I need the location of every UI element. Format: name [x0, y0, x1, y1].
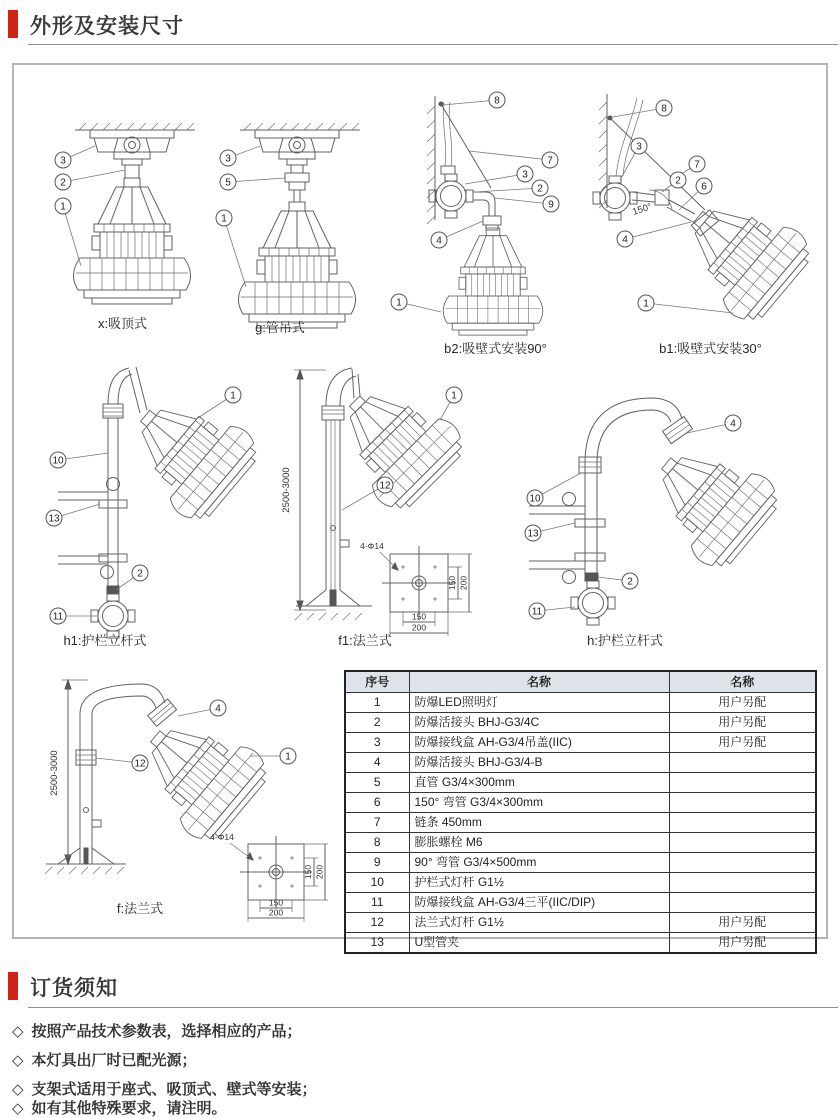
callout-13	[525, 523, 575, 541]
svg-text:150: 150	[447, 575, 457, 591]
flange-holes-label: 4-Φ14	[210, 832, 234, 842]
svg-text:200: 200	[458, 575, 469, 591]
callout-9	[495, 196, 559, 212]
svg-text:3: 3	[60, 155, 66, 167]
table-header-row	[345, 671, 816, 693]
callout-12	[96, 755, 148, 771]
svg-text:4: 4	[730, 418, 736, 430]
table-row: 1 防爆LED照明灯 用户另配	[345, 693, 816, 713]
callout-3	[220, 146, 260, 166]
height-dimension: 2500-3000	[49, 750, 60, 796]
table-row: 10 护栏式灯杆 G1½	[345, 873, 816, 893]
caption-flange-2: f:法兰式	[116, 901, 164, 916]
flange-holes-label: 4-Φ14	[360, 541, 384, 551]
svg-text:1: 1	[221, 213, 227, 225]
table-row: 13 U型管夹 用户另配	[345, 933, 816, 954]
callout-2	[475, 180, 548, 196]
svg-text:10: 10	[529, 493, 541, 505]
callout-2	[662, 172, 686, 192]
svg-text:1: 1	[451, 390, 457, 402]
order-note-item	[12, 1020, 302, 1041]
svg-text:8: 8	[661, 103, 667, 115]
drawing-wall-mount-30	[593, 88, 826, 354]
table-row: 7 链条 450mm	[345, 813, 816, 833]
callout-8	[443, 92, 505, 108]
svg-text:9: 9	[548, 199, 554, 211]
flange-detail	[360, 541, 472, 636]
caption-guardrail-2: h:护栏立杆式	[587, 633, 663, 648]
table-row: 12 法兰式灯杆 G1½ 用户另配	[345, 913, 816, 933]
svg-text:11: 11	[52, 611, 64, 623]
section-accent-bar	[8, 10, 18, 38]
diamond-bullet-icon: ◇	[12, 1023, 24, 1040]
caption-wall-mount-30: b1:吸壁式安装30°	[659, 341, 762, 356]
callout-1	[55, 198, 81, 266]
caption-pipe-pendant: g:管吊式	[255, 320, 305, 335]
callout-1	[216, 210, 246, 287]
table-row: 4 防爆活接头 BHJ-G3/4-B	[345, 753, 816, 773]
svg-text:150: 150	[303, 864, 313, 880]
svg-text:6: 6	[701, 181, 707, 193]
note-text: 如有其他特殊要求，请注明。	[31, 1100, 227, 1117]
svg-text:2: 2	[137, 568, 143, 580]
svg-text:7: 7	[547, 155, 553, 167]
svg-text:2: 2	[60, 177, 66, 189]
diamond-bullet-icon: ◇	[12, 1052, 24, 1069]
angle-label: 150°	[631, 201, 654, 218]
diamond-bullet-icon: ◇	[12, 1100, 24, 1117]
svg-text:200: 200	[314, 864, 325, 880]
table-row: 2 防爆活接头 BHJ-G3/4C 用户另配	[345, 713, 816, 733]
callout-3	[465, 166, 533, 184]
section-divider	[28, 1007, 838, 1008]
svg-text:8: 8	[494, 95, 500, 107]
table-row: 6 150° 弯管 G3/4×300mm	[345, 793, 816, 813]
svg-text:200: 200	[268, 907, 284, 918]
callout-1	[198, 387, 241, 418]
section-accent-bar	[8, 972, 18, 1000]
callout-4	[617, 221, 695, 247]
table-row: 9 90° 弯管 G3/4×500mm	[345, 853, 816, 873]
svg-text:5: 5	[225, 177, 231, 189]
svg-text:12: 12	[379, 480, 391, 492]
svg-text:1: 1	[396, 297, 402, 309]
svg-text:4: 4	[215, 703, 221, 715]
section-divider	[28, 44, 838, 45]
callout-10	[527, 473, 581, 506]
svg-text:150: 150	[411, 611, 427, 622]
callout-5	[220, 174, 285, 190]
note-text: 按照产品技术参数表，选择相应的产品；	[31, 1023, 302, 1040]
callout-7	[469, 151, 558, 168]
callout-2	[55, 170, 125, 190]
col-header-note: 名称	[669, 671, 816, 693]
height-dimension: 2500-3000	[281, 467, 292, 513]
table-row: 5 直管 G3/4×300mm	[345, 773, 816, 793]
svg-text:3: 3	[522, 169, 528, 181]
callout-1	[440, 387, 462, 420]
svg-text:1: 1	[230, 390, 236, 402]
col-header-name: 名称	[409, 671, 669, 693]
svg-text:3: 3	[636, 141, 642, 153]
order-note-item	[12, 1078, 317, 1099]
svg-text:7: 7	[694, 159, 700, 171]
caption-wall-mount-90: b2:吸壁式安装90°	[444, 341, 547, 356]
svg-text:10: 10	[52, 455, 64, 467]
callout-13	[46, 504, 100, 526]
drawing-flange-pole-1	[268, 358, 493, 650]
caption-guardrail-1: h1:护栏立杆式	[63, 633, 147, 648]
svg-text:4: 4	[622, 234, 628, 246]
flange-detail	[210, 832, 328, 922]
caption-ceiling-mount: x:吸顶式	[97, 316, 148, 331]
svg-text:2: 2	[627, 576, 633, 588]
callout-10	[50, 452, 108, 468]
callout-11	[529, 603, 575, 619]
drawing-flange-gooseneck	[38, 668, 353, 928]
callout-1	[638, 295, 733, 313]
svg-text:3: 3	[225, 153, 231, 165]
parts-table	[344, 670, 817, 954]
diamond-bullet-icon: ◇	[12, 1081, 24, 1098]
svg-text:1: 1	[285, 751, 291, 763]
callout-4	[178, 700, 226, 716]
order-notes-title: 订货须知	[30, 977, 118, 1000]
callout-3	[620, 138, 647, 180]
svg-text:13: 13	[527, 528, 539, 540]
svg-text:11: 11	[531, 606, 543, 618]
svg-text:4: 4	[436, 235, 442, 247]
note-text: 本灯具出厂时已配光源；	[31, 1052, 197, 1069]
svg-text:1: 1	[643, 298, 649, 310]
callout-1	[250, 748, 296, 764]
table-row: 11 防爆接线盒 AH-G3/4三平(IIC/DIP)	[345, 893, 816, 913]
drawing-guardrail-gooseneck	[505, 373, 800, 638]
drawing-guardrail-pole-1	[40, 358, 265, 638]
drawing-ceiling-mount	[45, 118, 215, 318]
svg-text:13: 13	[48, 513, 60, 525]
col-header-no: 序号	[345, 671, 409, 693]
svg-text:12: 12	[134, 758, 146, 770]
order-note-item	[12, 1049, 197, 1070]
caption-flange-1: f1:法兰式	[338, 633, 392, 648]
page-title: 外形及安装尺寸	[30, 15, 184, 38]
callout-3	[55, 146, 95, 168]
order-note-item	[12, 1097, 227, 1118]
callout-2	[116, 565, 148, 590]
callout-1	[391, 294, 441, 312]
callout-4	[687, 415, 741, 433]
svg-text:1: 1	[60, 201, 66, 213]
callout-2	[598, 573, 638, 589]
note-text: 支架式适用于座式、吸顶式、壁式等安装；	[31, 1081, 317, 1098]
svg-text:200: 200	[411, 622, 427, 633]
drawing-wall-mount-90	[385, 88, 585, 340]
table-row: 8 膨胀螺栓 M6	[345, 833, 816, 853]
drawing-pipe-pendant	[210, 118, 380, 338]
svg-text:2: 2	[537, 183, 543, 195]
svg-text:2: 2	[675, 175, 681, 187]
table-row: 3 防爆接线盒 AH-G3/4吊盖(IIC) 用户另配	[345, 733, 816, 753]
svg-text:150: 150	[268, 897, 284, 908]
